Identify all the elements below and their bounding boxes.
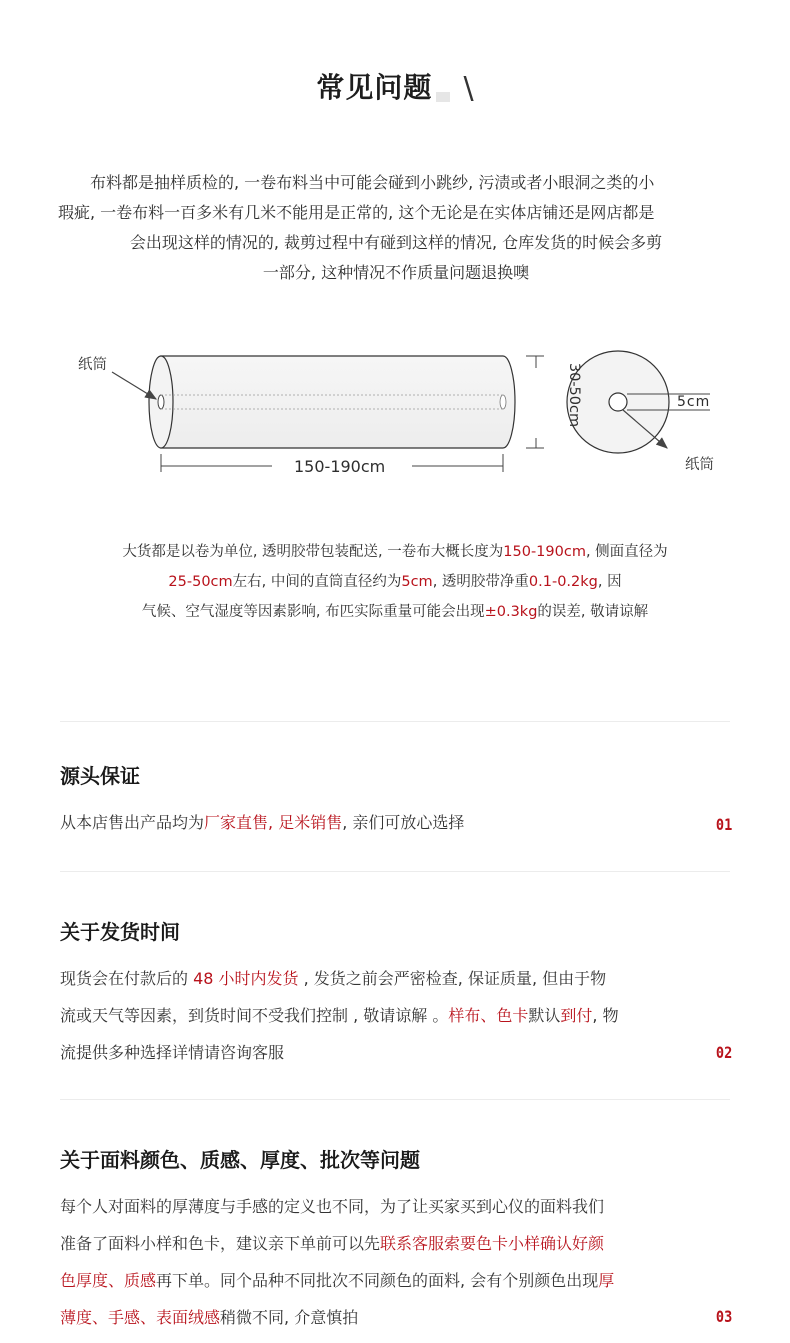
fabric-roll-diagram — [60, 330, 740, 484]
info-highlight: 5cm — [401, 574, 433, 590]
section-highlight: 到付 — [560, 1006, 593, 1025]
intro-line: 瑕疵, 一卷布料一百多米有几米不能用是正常的, 这个无论是在实体店铺还是网店都是 — [58, 203, 655, 222]
length-label: 150-190cm — [294, 457, 386, 476]
page-title: 常见问题 — [316, 71, 433, 104]
section-highlight: 厚 — [598, 1271, 615, 1290]
section-title-source: 源头保证 — [60, 764, 140, 788]
section-title-fabric: 关于面料颜色、质感、厚度、批次等问题 — [60, 1148, 420, 1172]
section-text: 从本店售出产品均为 — [60, 813, 205, 832]
info-line — [60, 537, 730, 567]
section-highlight: 联系客服索要色卡小样确认好颜 — [380, 1234, 605, 1253]
section-body-fabric — [60, 1188, 670, 1336]
section-text: 默认 — [528, 1006, 561, 1025]
section-body-source — [60, 804, 670, 841]
section-highlight: 薄度、手感、表面绒感 — [60, 1308, 221, 1327]
core-diameter-label: 5cm — [677, 394, 711, 410]
intro-line: 会出现这样的情况的, 裁剪过程中有碰到这样的情况, 仓库发货的时候会多剪 — [129, 233, 663, 252]
section-highlight: 样布、色卡 — [448, 1006, 529, 1025]
section-text: 流或天气等因素，到货时间不受我们控制 , 敬请谅解 。 — [60, 1006, 449, 1025]
info-highlight: ±0.3kg — [484, 604, 538, 620]
page-header — [0, 66, 790, 106]
section-number: 01 — [715, 815, 732, 834]
info-text: 气候、空气湿度等因素影响, 布匹实际重量可能会出现 — [141, 604, 485, 620]
info-line — [60, 567, 730, 597]
section-text: 现货会在付款后的 — [60, 969, 194, 988]
info-text: 的误差, 敬请谅解 — [537, 604, 649, 620]
fabric-roll-illustration — [60, 330, 740, 480]
section-divider — [60, 721, 730, 722]
section-text: , 亲们可放心选择 — [342, 813, 465, 832]
section-number: 02 — [715, 1043, 732, 1062]
info-text: , 因 — [597, 574, 622, 590]
section-number: 03 — [715, 1307, 732, 1326]
intro-line: 一部分, 这种情况不作质量问题退换噢 — [262, 263, 530, 282]
section-divider — [60, 871, 730, 872]
info-text: 左右, 中间的直筒直径约为 — [232, 574, 402, 590]
title-group — [316, 66, 473, 106]
section-text: 准备了面料小样和色卡，建议亲下单前可以先 — [60, 1234, 381, 1253]
section-text: 稍微不同, 介意慎拍 — [220, 1308, 359, 1327]
section-highlight: 48 小时内发货 — [193, 969, 299, 988]
roll-side-view — [149, 356, 515, 448]
section-text: , 发货之前会严密检查, 保证质量, 但由于物 — [298, 969, 607, 988]
info-highlight: 25-50cm — [168, 574, 233, 590]
info-highlight: 150-190cm — [503, 544, 586, 560]
title-underline-shade — [436, 92, 450, 102]
info-text: , 透明胶带净重 — [432, 574, 529, 590]
diameter-label: 30-50cm — [566, 362, 582, 428]
section-highlight: 色厚度、质感 — [60, 1271, 157, 1290]
info-highlight: 0.1-0.2kg — [528, 574, 598, 590]
section-divider — [60, 1099, 730, 1100]
section-text: , 物 — [592, 1006, 619, 1025]
left-tube-label: 纸筒 — [78, 357, 107, 373]
roll-spec-paragraph — [60, 537, 730, 627]
section-text: 流提供多种选择详情请咨询客服 — [60, 1043, 285, 1062]
info-text: 大货都是以卷为单位, 透明胶带包装配送, 一卷布大概长度为 — [122, 544, 504, 560]
intro-line: 布料都是抽样质检的, 一卷布料当中可能会碰到小跳纱, 污渍或者小眼洞之类的小 — [90, 173, 655, 192]
section-text: 每个人对面料的厚薄度与手感的定义也不同，为了让买家买到心仪的面料我们 — [60, 1197, 605, 1216]
section-body-shipping — [60, 960, 670, 1071]
section-title-shipping: 关于发货时间 — [60, 920, 180, 944]
section-highlight: 厂家直售, 足米销售 — [204, 813, 343, 832]
section-text: 再下单。同个品种不同批次不同颜色的面料, 会有个别颜色出现 — [156, 1271, 599, 1290]
right-tube-label: 纸筒 — [685, 457, 714, 473]
info-text: , 侧面直径为 — [585, 544, 668, 560]
intro-paragraph — [58, 168, 734, 288]
title-slash-decoration: \ — [463, 71, 474, 106]
info-line — [60, 597, 730, 627]
diameter-dimension — [526, 356, 544, 448]
